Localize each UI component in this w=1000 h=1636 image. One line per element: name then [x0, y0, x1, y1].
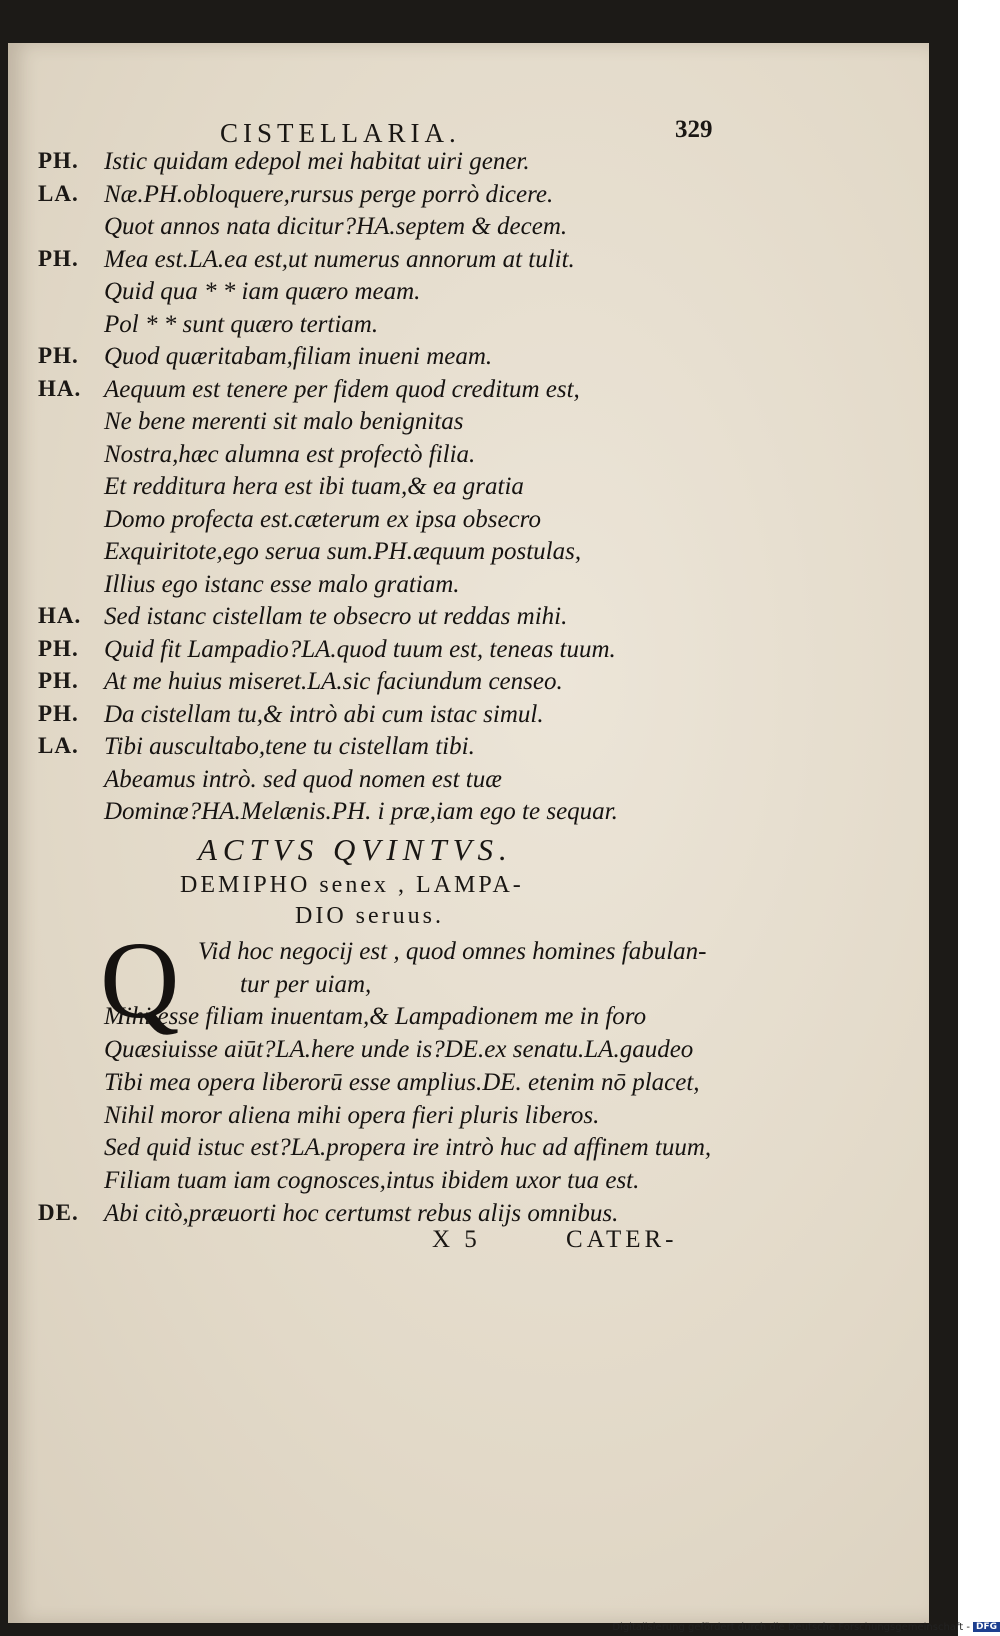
verse-text: Pol * * sunt quæro tertiam. — [104, 310, 379, 338]
act-title: ACTVS QVINTVS. — [198, 832, 513, 867]
speaker-label: LA. — [38, 180, 79, 206]
speaker-label: PH. — [38, 343, 79, 368]
speaker-label: LA. — [38, 733, 79, 758]
speaker-label: PH. — [38, 700, 79, 726]
verse-text: Domo profecta est.cæterum ex ipsa obsecro — [104, 505, 541, 533]
verse-text: Abeamus intrò. sed quod nomen est tuæ — [104, 765, 502, 793]
catchword: CATER- — [566, 1226, 678, 1253]
verse-text: Sed istanc cistellam te obsecro ut reddas mihi. — [104, 603, 568, 630]
verse-text: Vid hoc negocij est , quod omnes homines fabulan- — [198, 938, 707, 965]
speaker-label: PH. — [38, 668, 79, 693]
verse-text: Quid fit Lampadio?LA.quod tuum est, teneas tuum. — [104, 635, 616, 663]
verse-text: Quot annos nata dicitur?HA.septem & decem. — [104, 213, 568, 240]
drop-cap: Q — [100, 919, 180, 1041]
verse-text: Mea est.LA.ea est,ut numerus annorum at tulit. — [104, 245, 575, 273]
speaker-label: HA. — [38, 603, 82, 628]
verse-text: Sed quid istuc est?LA.propera ire intrò huc ad affinem tuum, — [104, 1134, 712, 1162]
dfg-logo: DFG — [973, 1622, 1000, 1632]
page-header — [0, 118, 930, 148]
verse-text: Nihil moror aliena mihi opera fieri pluris liberos. — [104, 1101, 600, 1129]
verse-text: Dominæ?HA.Melænis.PH. i præ,iam ego te sequar. — [104, 798, 618, 825]
scene-heading-line-1: DEMIPHO senex , LAMPA- — [180, 872, 524, 898]
verse-text: Ne bene merenti sit malo benignitas — [104, 408, 464, 435]
verse-text: Quid qua * * iam quæro meam. — [104, 278, 421, 305]
verse-text: At me huius miseret.LA.sic faciundum censeo. — [104, 668, 563, 695]
verse-text: Quod quæritabam,filiam inueni meam. — [104, 343, 493, 370]
verse-text: Mihi esse filiam inuentam,& Lampadionem me in foro — [104, 1003, 647, 1031]
verse-text: Tibi mea opera liberorū esse amplius.DE. etenim nō placet, — [104, 1068, 700, 1096]
scene-heading-line-2: DIO seruus. — [295, 903, 444, 929]
verse-text: Exquiritote,ego serua sum.PH.æquum postulas, — [104, 538, 582, 565]
folio-number: 329 — [675, 116, 713, 143]
verse-text: Filiam tuam iam cognosces,intus ibidem uxor tua est. — [104, 1166, 640, 1194]
verse-text: Da cistellam tu,& intrò abi cum istac simul. — [104, 700, 544, 728]
verse-text: Quæsiuisse aiūt?LA.here unde is?DE.ex senatu.LA.gaudeo — [104, 1036, 694, 1064]
verse-text: Istic quidam edepol mei habitat uiri gener. — [104, 148, 530, 175]
verse-text: Aequum est tenere per fidem quod creditum est, — [104, 375, 580, 403]
verse-text: Abi citò,præuorti hoc certumst rebus alijs omnibus. — [104, 1199, 619, 1227]
verse-text: tur per uiam, — [240, 970, 372, 998]
running-title: CISTELLARIA. — [220, 118, 461, 148]
speaker-label: PH. — [38, 245, 79, 271]
verse-text: Nostra,hæc alumna est profectò filia. — [104, 440, 476, 468]
verse-text: Et redditura hera est ibi tuam,& ea gratia — [104, 473, 524, 500]
speaker-label: DE. — [38, 1199, 79, 1225]
signature-mark: X 5 — [432, 1226, 481, 1253]
speaker-label: PH. — [38, 635, 79, 661]
verse-text: Næ.PH.obloquere,rursus perge porrò dicere. — [104, 180, 554, 208]
digitization-credit — [520, 1622, 1000, 1636]
credit-text: Digitalisierung gefördert durch die Deutsche Forschungsgemeinschaft - — [612, 1622, 970, 1633]
verse-text: Tibi auscultabo,tene tu cistellam tibi. — [104, 733, 475, 760]
verse-text: Illius ego istanc esse malo gratiam. — [104, 570, 460, 598]
speaker-label: PH. — [38, 148, 79, 173]
speaker-label: HA. — [38, 375, 82, 401]
